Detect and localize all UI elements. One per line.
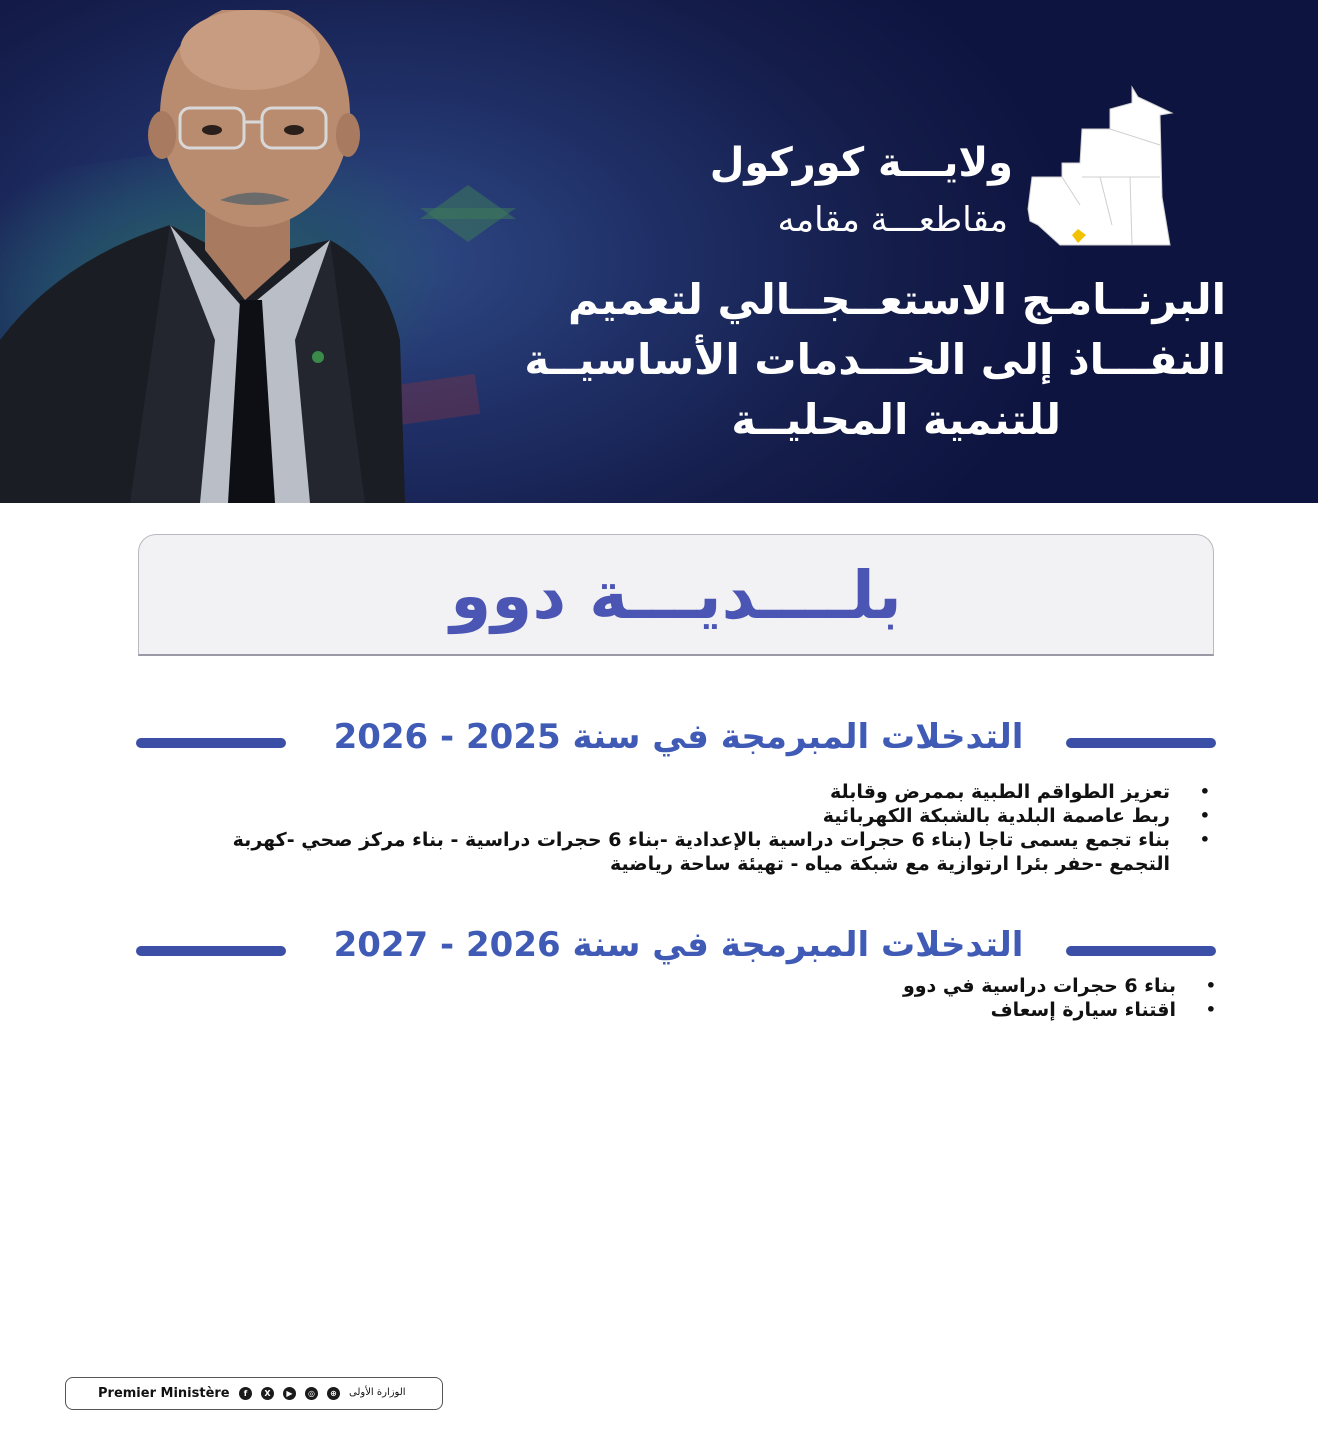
social-icons xyxy=(239,1387,340,1400)
section-title: التدخلات المبرمجة في سنة 2025 - 2026 xyxy=(333,717,1024,757)
divider-bar-left xyxy=(136,738,286,748)
bullet-icon: • xyxy=(1199,830,1210,849)
list-item: • بناء تجمع يسمى تاجا (بناء 6 حجرات دراسية بالإعدادية -بناء 6 حجرات دراسية - بناء مركز صحي -كهربة التجمع -حفر بئرا ارتوازية مع شبكة مياه - تهيئة ساحة رياضية xyxy=(232,829,1210,875)
interventions-list-2025-2026 xyxy=(210,780,1210,876)
program-line-3: للتنمية المحليــة xyxy=(731,395,1061,444)
divider-bar-right xyxy=(1066,738,1216,748)
wilaya-title: ولايـــة كوركول xyxy=(709,140,1013,186)
footer-bar xyxy=(65,1377,443,1410)
list-item: • ربط عاصمة البلدية بالشبكة الكهربائية xyxy=(822,805,1210,827)
program-line-1: البرنــامـج الاستعــجــالي لتعميم xyxy=(568,275,1226,324)
list-item: • اقتناء سيارة إسعاف xyxy=(990,999,1216,1021)
youtube-icon[interactable]: ▶ xyxy=(283,1387,296,1400)
bullet-icon: • xyxy=(1205,976,1216,995)
commune-title: بلــــديـــة دوو xyxy=(450,557,902,634)
program-title xyxy=(506,270,1226,450)
portrait-image xyxy=(0,10,410,503)
facebook-icon[interactable]: f xyxy=(239,1387,252,1400)
instagram-icon[interactable]: ◎ xyxy=(305,1387,318,1400)
section-title: التدخلات المبرمجة في سنة 2026 - 2027 xyxy=(333,925,1024,965)
divider-bar-left xyxy=(136,946,286,956)
moughataa-title: مقاطعـــة مقامه xyxy=(777,200,1008,240)
list-item: • تعزيز الطواقم الطبية بممرض وقابلة xyxy=(830,781,1210,803)
brand-name: Premier Ministère xyxy=(98,1386,230,1401)
web-icon[interactable]: ⊕ xyxy=(327,1387,340,1400)
brand-name-arabic: الوزارة الأولى xyxy=(349,1387,406,1398)
section-header-2025-2026 xyxy=(136,717,1216,767)
bullet-icon: • xyxy=(1199,782,1210,801)
header-banner xyxy=(0,0,1318,503)
program-line-2: النفـــاذ إلى الخـــدمات الأساسيــة xyxy=(524,335,1226,384)
list-item: • بناء 6 حجرات دراسية في دوو xyxy=(902,975,1216,997)
bullet-icon: • xyxy=(1199,806,1210,825)
mauritania-map-icon xyxy=(1020,85,1185,255)
flag-star-bottom xyxy=(420,208,516,242)
section-header-2026-2027 xyxy=(136,925,1216,975)
divider-bar-right xyxy=(1066,946,1216,956)
commune-box xyxy=(138,534,1214,656)
interventions-list-2026-2027 xyxy=(676,974,1216,1022)
bullet-icon: • xyxy=(1205,1000,1216,1019)
x-icon[interactable]: X xyxy=(261,1387,274,1400)
